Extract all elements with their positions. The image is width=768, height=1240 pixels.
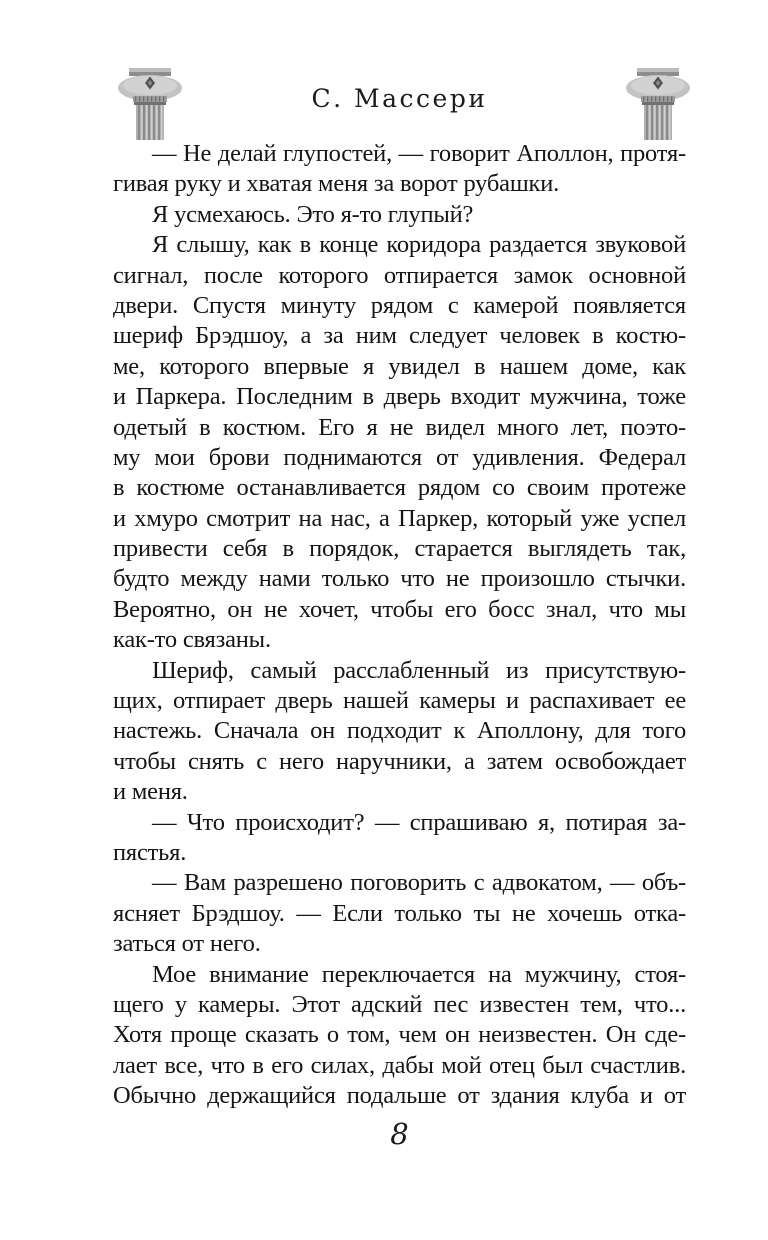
text-line: Вероятно, он не хочет, чтобы его босс знал, что мы: [113, 595, 686, 623]
text-line: Обычно держащийся подальше от здания клуба и от: [113, 1082, 686, 1110]
text-line: одетый в костюм. Его я не видел много лет, поэто-: [113, 413, 686, 441]
text-line: Шериф, самый расслабленный из присутствую-: [152, 656, 686, 684]
body-text: [113, 139, 686, 1112]
text-line: в костюме останавливается рядом со своим протеже: [113, 474, 686, 502]
text-line: щих, отпирает дверь нашей камеры и распахивает ее: [113, 687, 686, 715]
text-line: настежь. Сначала он подходит к Аполлону, для того: [113, 717, 686, 745]
text-line: Я слышу, как в конце коридора раздается звуковой: [152, 231, 686, 259]
text-line: и меня.: [113, 778, 188, 806]
text-line: шериф Брэдшоу, а за ним следует человек в костю-: [113, 322, 686, 350]
text-line: пястья.: [113, 838, 187, 866]
text-line: ясняет Брэдшоу. — Если только ты не хочешь отка-: [113, 899, 686, 927]
text-line: — Вам разрешено поговорить с адвокатом, — объ-: [152, 869, 686, 897]
text-line: будто между нами только что не произошло стычки.: [113, 565, 686, 593]
text-line: двери. Спустя минуту рядом с камерой появляется: [113, 291, 686, 319]
text-line: Я усмехаюсь. Это я-то глупый?: [152, 200, 474, 228]
page-number: 8: [390, 1117, 409, 1151]
text-line: и Паркера. Последним в дверь входит мужчина, тоже: [113, 383, 686, 411]
text-line: привести себя в порядок, старается выглядеть так,: [113, 535, 686, 563]
text-line: и хмуро смотрит на нас, а Паркер, который уже успел: [113, 504, 686, 532]
text-line: Хотя проще сказать о том, чем он неизвестен. Он сде-: [113, 1021, 686, 1049]
text-line: гивая руку и хватая меня за ворот рубашки.: [113, 170, 560, 198]
text-line: чтобы снять с него наручники, а затем освобождает: [113, 747, 686, 775]
text-line: — Что происходит? — спрашиваю я, потирая за-: [152, 808, 686, 836]
text-line: как-то связаны.: [113, 626, 271, 654]
text-line: — Не делай глупостей, — говорит Аполлон, протя-: [152, 140, 686, 167]
text-line: Мое внимание переключается на мужчину, стоя-: [152, 960, 686, 988]
text-line: му мои брови поднимаются от удивления. Федерал: [113, 443, 686, 471]
greek-column-icon: [625, 67, 691, 140]
text-line: лает все, что в его силах, дабы мой отец был счастлив.: [113, 1051, 686, 1079]
running-head-author: С. Массери: [311, 84, 488, 113]
text-line: сигнал, после которого отпирается замок основной: [113, 261, 686, 289]
text-line: заться от него.: [113, 930, 261, 958]
text-line: ме, которого впервые я увидел в нашем доме, как: [113, 352, 686, 380]
text-line: щего у камеры. Этот адский пес известен тем, что...: [113, 990, 686, 1018]
